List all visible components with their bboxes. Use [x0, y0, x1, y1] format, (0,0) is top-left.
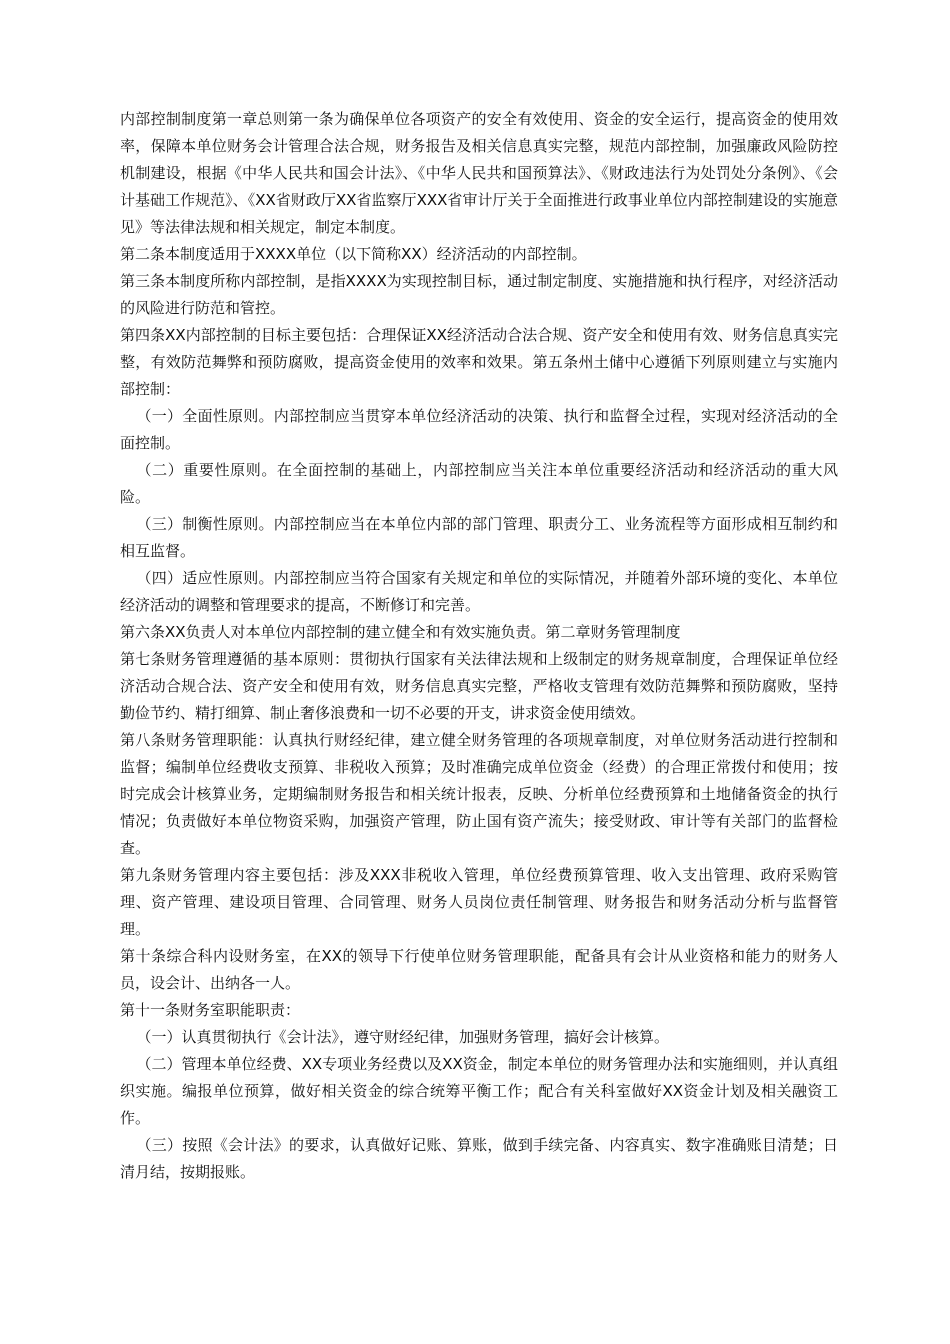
- paragraph-3: 第三条本制度所称内部控制，是指XXXX为实现控制目标，通过制定制度、实施措施和执行程序，对经济活动的风险进行防范和管控。: [120, 272, 838, 317]
- paragraph-2: 第二条本制度适用于XXXX单位（以下简称XX）经济活动的内部控制。: [120, 245, 587, 263]
- paragraph-11: 第八条财务管理职能：认真执行财经纪律，建立健全财务管理的各项规章制度，对单位财务活动进行控制和监督；编制单位经费收支预算、非税收入预算；及时准确完成单位资金（经费）的合理正常拨付和使用；按时完成会计核算业务，定期编制财务报告和相关统计报表，反映、分析单位经费预算和土地储备资金的执行情况；负责做好本单位物资采购，加强资产管理，防止国有资产流失；接受财政、审计等有关部门的监督检查。: [120, 731, 838, 857]
- paragraph-7: （三）制衡性原则。内部控制应当在本单位内部的部门管理、职责分工、业务流程等方面形成相互制约和相互监督。: [120, 515, 838, 560]
- paragraph-14: 第十一条财务室职能职责：: [120, 1001, 301, 1019]
- paragraph-4: 第四条XX内部控制的目标主要包括：合理保证XX经济活动合法合规、资产安全和使用有效、财务信息真实完整，有效防范舞弊和预防腐败，提高资金使用的效率和效果。第五条州土储中心遵循下列原则建立与实施内部控制：: [120, 326, 838, 398]
- paragraph-10: 第七条财务管理遵循的基本原则：贯彻执行国家有关法律法规和上级制定的财务规章制度，合理保证单位经济活动合规合法、资产安全和使用有效，财务信息真实完整，严格收支管理有效防范舞弊和预防腐败，坚持勤俭节约、精打细算、制止奢侈浪费和一切不必要的开支，讲求资金使用绩效。: [120, 650, 838, 722]
- paragraph-16: （二）管理本单位经费、XX专项业务经费以及XX资金，制定本单位的财务管理办法和实施细则，并认真组织实施。编报单位预算，做好相关资金的综合统筹平衡工作；配合有关科室做好XX资金计划及相关融资工作。: [120, 1055, 838, 1127]
- paragraph-9: 第六条XX负责人对本单位内部控制的建立健全和有效实施负责。第二章财务管理制度: [120, 623, 681, 641]
- paragraph-15: （一）认真贯彻执行《会计法》，遵守财经纪律，加强财务管理，搞好会计核算。: [136, 1028, 670, 1046]
- paragraph-13: 第十条综合科内设财务室，在XX的领导下行使单位财务管理职能，配备具有会计从业资格和能力的财务人员，设会计、出纳各一人。: [120, 947, 838, 992]
- paragraph-8: （四）适应性原则。内部控制应当符合国家有关规定和单位的实际情况，并随着外部环境的变化、本单位经济活动的调整和管理要求的提高，不断修订和完善。: [120, 569, 838, 614]
- paragraph-1: 内部控制制度第一章总则第一条为确保单位各项资产的安全有效使用、资金的安全运行，提高资金的使用效率，保障本单位财务会计管理合法合规，财务报告及相关信息真实完整，规范内部控制，加强廉政风险防控机制建设，根据《中华人民共和国会计法》、《中华人民共和国预算法》、《财政违法行为处罚处分条例》、《会计基础工作规范》、《XX省财政厅XX省监察厅XXX省审计厅关于全面推进行政事业单位内部控制建设的实施意见》等法律法规和相关规定，制定本制度。: [120, 110, 838, 236]
- paragraph-12: 第九条财务管理内容主要包括：涉及XXX非税收入管理，单位经费预算管理、收入支出管理、政府采购管理、资产管理、建设项目管理、合同管理、财务人员岗位责任制管理、财务报告和财务活动分析与监督管理。: [120, 866, 838, 938]
- document-body: [120, 106, 838, 1186]
- paragraph-6: （二）重要性原则。在全面控制的基础上，内部控制应当关注本单位重要经济活动和经济活动的重大风险。: [120, 461, 838, 506]
- paragraph-5: （一）全面性原则。内部控制应当贯穿本单位经济活动的决策、执行和监督全过程，实现对经济活动的全面控制。: [120, 407, 838, 452]
- paragraph-17: （三）按照《会计法》的要求，认真做好记账、算账，做到手续完备、内容真实、数字准确账目清楚；日清月结，按期报账。: [120, 1136, 838, 1181]
